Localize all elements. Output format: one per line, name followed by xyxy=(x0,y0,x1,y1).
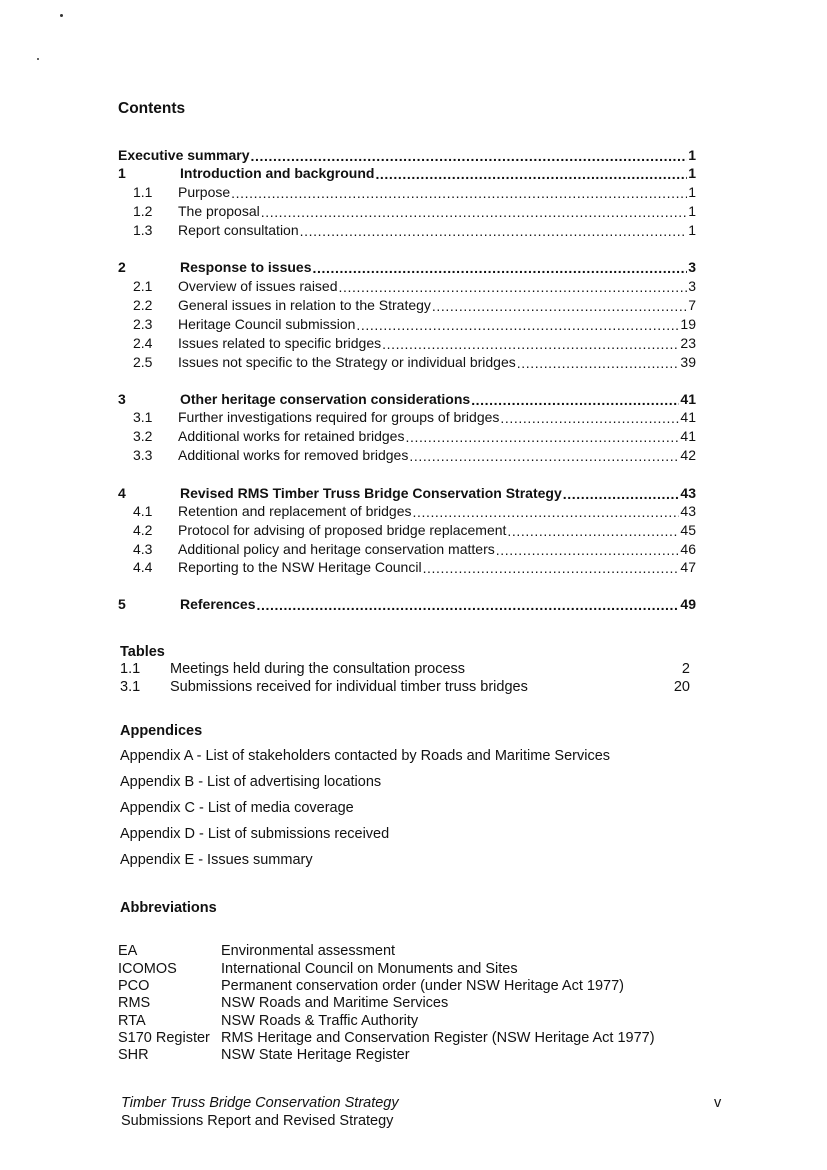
abbreviation-row xyxy=(118,978,718,996)
toc-leader-dots xyxy=(339,280,688,294)
toc-leader-dots xyxy=(251,149,688,163)
toc-leader-dots xyxy=(507,524,679,538)
toc-entry[interactable] xyxy=(118,276,696,294)
toc-entry[interactable] xyxy=(118,557,696,575)
table-list-entry[interactable] xyxy=(120,661,690,679)
toc-entry-page: 43 xyxy=(680,485,696,501)
toc-entry-title: Protocol for advising of proposed bridge replacement xyxy=(178,522,507,538)
toc-entry[interactable] xyxy=(118,501,696,519)
toc-entry-page: 7 xyxy=(688,297,696,313)
abbreviation-definition: International Council on Monuments and Sites xyxy=(221,961,518,977)
toc-entry-number: 2.2 xyxy=(133,297,153,313)
toc-entry-number: 4 xyxy=(118,485,126,501)
toc-entry-number: 4.4 xyxy=(133,559,153,575)
toc-entry-page: 43 xyxy=(680,503,696,519)
appendix-item[interactable]: Appendix B - List of advertising locations xyxy=(120,774,382,790)
toc-entry[interactable] xyxy=(118,220,696,238)
toc-entry-page: 19 xyxy=(680,316,696,332)
abbreviation-term: RTA xyxy=(118,1013,146,1029)
toc-entry[interactable] xyxy=(118,539,696,557)
table-number: 1.1 xyxy=(120,661,141,677)
toc-entry-title: Introduction and background xyxy=(180,165,375,181)
toc-leader-dots xyxy=(412,505,679,519)
appendix-item[interactable]: Appendix E - Issues summary xyxy=(120,852,313,868)
toc-entry-number: 1.3 xyxy=(133,222,153,238)
toc-entry[interactable] xyxy=(118,201,696,219)
toc-entry-number: 2.4 xyxy=(133,335,153,351)
abbreviation-row xyxy=(118,1030,718,1048)
toc-leader-dots xyxy=(257,598,680,612)
abbreviations-heading: Abbreviations xyxy=(120,900,217,916)
toc-entry-title: Report consultation xyxy=(178,222,299,238)
toc-entry-number: 3 xyxy=(118,391,126,407)
abbreviation-row xyxy=(118,1047,718,1065)
toc-leader-dots xyxy=(405,430,679,444)
toc-entry-page: 23 xyxy=(680,335,696,351)
toc-entry[interactable] xyxy=(118,483,696,501)
toc-entry-title: Executive summary xyxy=(118,147,250,163)
toc-entry-page: 46 xyxy=(680,541,696,557)
scan-speck xyxy=(60,14,63,17)
toc-leader-dots xyxy=(517,356,680,370)
toc-entry-page: 1 xyxy=(688,203,696,219)
scan-speck xyxy=(37,58,39,60)
toc-entry-title: Purpose xyxy=(178,184,231,200)
toc-leader-dots xyxy=(300,224,688,238)
toc-entry[interactable] xyxy=(118,163,696,181)
toc-entry-title: Revised RMS Timber Truss Bridge Conservation Strategy xyxy=(180,485,562,501)
toc-entry-title: Additional works for removed bridges xyxy=(178,447,409,463)
toc-leader-dots xyxy=(231,186,687,200)
abbreviation-definition: RMS Heritage and Conservation Register (NSW Heritage Act 1977) xyxy=(221,1030,655,1046)
toc-entry[interactable] xyxy=(118,407,696,425)
abbreviation-term: RMS xyxy=(118,995,151,1011)
toc-entry[interactable] xyxy=(118,314,696,332)
table-number: 3.1 xyxy=(120,679,141,695)
toc-leader-dots xyxy=(261,205,687,219)
toc-entry-title: General issues in relation to the Strategy xyxy=(178,297,431,313)
table-title: Submissions received for individual timber truss bridges xyxy=(170,679,528,695)
toc-entry-number: 4.2 xyxy=(133,522,153,538)
abbreviation-term: PCO xyxy=(118,978,150,994)
toc-entry[interactable] xyxy=(118,520,696,538)
toc-entry-page: 1 xyxy=(688,222,696,238)
toc-entry-title: Other heritage conservation considerations xyxy=(180,391,471,407)
abbreviation-definition: NSW Roads and Maritime Services xyxy=(221,995,449,1011)
toc-entry-page: 47 xyxy=(680,559,696,575)
toc-leader-dots xyxy=(563,487,680,501)
toc-entry-number: 2.5 xyxy=(133,354,153,370)
toc-entry-number: 3.1 xyxy=(133,409,153,425)
toc-entry-title: References xyxy=(180,596,256,612)
abbreviation-row xyxy=(118,1013,718,1031)
toc-leader-dots xyxy=(496,543,680,557)
toc-leader-dots xyxy=(423,561,680,575)
toc-leader-dots xyxy=(432,299,687,313)
abbreviation-definition: Environmental assessment xyxy=(221,943,396,959)
toc-entry-title: Overview of issues raised xyxy=(178,278,338,294)
toc-entry-number: 2 xyxy=(118,259,126,275)
toc-leader-dots xyxy=(382,337,679,351)
toc-entry-page: 49 xyxy=(680,596,696,612)
toc-entry-page: 42 xyxy=(680,447,696,463)
footer-subtitle: Submissions Report and Revised Strategy xyxy=(121,1113,394,1129)
toc-entry-number: 1.2 xyxy=(133,203,153,219)
toc-entry-title: The proposal xyxy=(178,203,260,219)
contents-heading: Contents xyxy=(118,100,186,117)
table-page: 2 xyxy=(681,661,690,677)
toc-entry-title: Issues not specific to the Strategy or individual bridges xyxy=(178,354,516,370)
toc-entry[interactable] xyxy=(118,333,696,351)
abbreviation-row xyxy=(118,943,718,961)
footer-title: Timber Truss Bridge Conservation Strategy xyxy=(121,1095,399,1111)
abbreviation-definition: NSW State Heritage Register xyxy=(221,1047,410,1063)
toc-leader-dots xyxy=(500,411,679,425)
toc-entry-title: Additional works for retained bridges xyxy=(178,428,405,444)
page-number: v xyxy=(714,1095,722,1111)
toc-entry-number: 2.3 xyxy=(133,316,153,332)
toc-entry-page: 1 xyxy=(688,147,696,163)
toc-entry-page: 45 xyxy=(680,522,696,538)
toc-entry-page: 1 xyxy=(688,184,696,200)
toc-leader-dots xyxy=(375,167,687,181)
toc-entry-number: 3.2 xyxy=(133,428,153,444)
toc-entry[interactable] xyxy=(118,594,696,612)
appendices-heading: Appendices xyxy=(120,723,203,739)
toc-entry-title: Issues related to specific bridges xyxy=(178,335,382,351)
abbreviation-term: EA xyxy=(118,943,138,959)
toc-entry[interactable] xyxy=(118,182,696,200)
toc-entry-title: Reporting to the NSW Heritage Council xyxy=(178,559,422,575)
toc-entry-page: 1 xyxy=(688,165,696,181)
abbreviation-row xyxy=(118,961,718,979)
toc-entry-page: 3 xyxy=(688,278,696,294)
toc-entry-number: 1.1 xyxy=(133,184,153,200)
abbreviation-term: ICOMOS xyxy=(118,961,177,977)
toc-entry-title: Further investigations required for groups of bridges xyxy=(178,409,500,425)
tables-heading: Tables xyxy=(120,644,165,660)
toc-entry[interactable] xyxy=(118,389,696,407)
abbreviation-term: S170 Register xyxy=(118,1030,210,1046)
abbreviation-row xyxy=(118,995,718,1013)
toc-entry[interactable] xyxy=(118,426,696,444)
table-title: Meetings held during the consultation process xyxy=(170,661,466,677)
toc-leader-dots xyxy=(471,393,679,407)
appendix-item[interactable]: Appendix C - List of media coverage xyxy=(120,800,354,816)
toc-entry-number: 1 xyxy=(118,165,126,181)
abbreviation-term: SHR xyxy=(118,1047,149,1063)
toc-entry-page: 41 xyxy=(680,428,696,444)
toc-entry-title: Additional policy and heritage conservation matters xyxy=(178,541,495,557)
abbreviation-definition: Permanent conservation order (under NSW Heritage Act 1977) xyxy=(221,978,624,994)
appendix-item[interactable]: Appendix A - List of stakeholders contacted by Roads and Maritime Services xyxy=(120,748,611,764)
toc-leader-dots xyxy=(409,449,679,463)
toc-entry-number: 2.1 xyxy=(133,278,153,294)
toc-entry[interactable] xyxy=(118,257,696,275)
toc-entry-page: 39 xyxy=(680,354,696,370)
toc-entry-number: 4.3 xyxy=(133,541,153,557)
toc-entry-number: 3.3 xyxy=(133,447,153,463)
abbreviation-definition: NSW Roads & Traffic Authority xyxy=(221,1013,419,1029)
toc-entry[interactable] xyxy=(118,445,696,463)
toc-entry-page: 3 xyxy=(688,259,696,275)
toc-entry-number: 4.1 xyxy=(133,503,153,519)
toc-entry[interactable] xyxy=(118,145,696,163)
toc-entry-page: 41 xyxy=(680,391,696,407)
toc-entry-title: Heritage Council submission xyxy=(178,316,356,332)
toc-entry-page: 41 xyxy=(680,409,696,425)
toc-entry-number: 5 xyxy=(118,596,126,612)
toc-leader-dots xyxy=(356,318,679,332)
appendix-item[interactable]: Appendix D - List of submissions received xyxy=(120,826,390,842)
toc-entry[interactable] xyxy=(118,352,696,370)
table-page: 20 xyxy=(673,679,690,695)
toc-leader-dots xyxy=(313,261,688,275)
toc-entry[interactable] xyxy=(118,295,696,313)
toc-entry-title: Retention and replacement of bridges xyxy=(178,503,412,519)
toc-entry-title: Response to issues xyxy=(180,259,312,275)
table-list-entry[interactable] xyxy=(120,679,690,697)
